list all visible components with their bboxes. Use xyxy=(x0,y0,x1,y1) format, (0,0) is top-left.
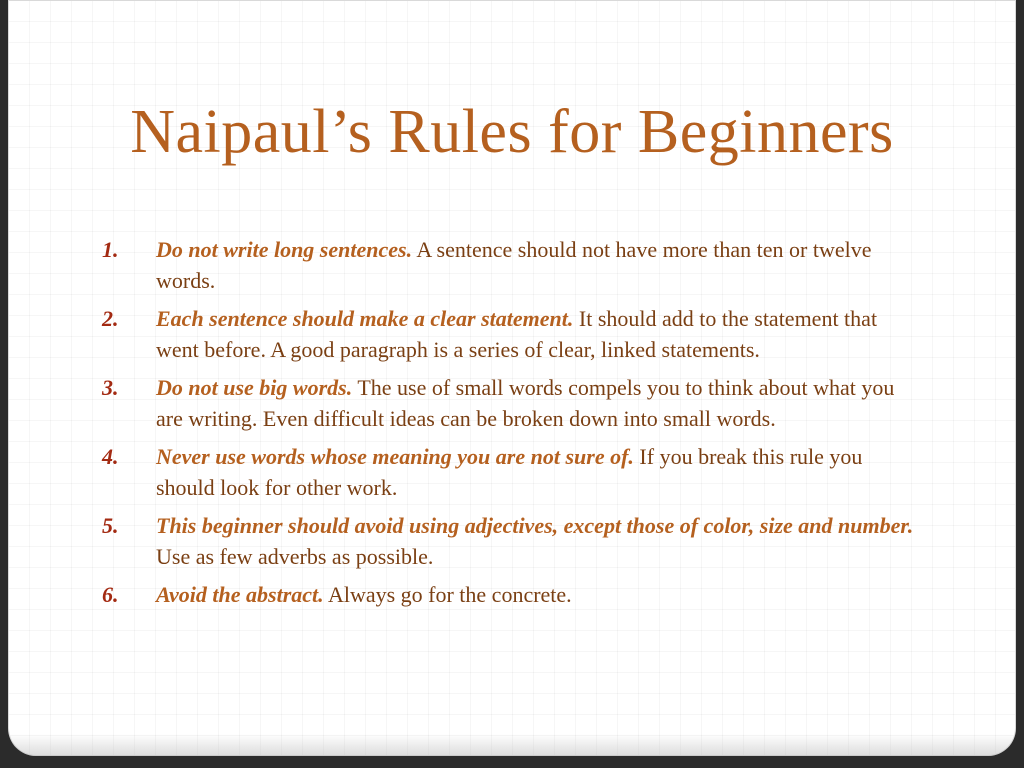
slide-title: Naipaul’s Rules for Beginners xyxy=(130,98,894,166)
slide xyxy=(8,0,1016,756)
rule-heading: Never use words whose meaning you are not sure of. xyxy=(156,444,634,469)
rule-text: It should add to the statement that went before. A good paragraph is a series of clear, linked statements. xyxy=(156,306,878,362)
rule-text: The use of small words compels you to think about what you are writing. Even difficult ideas can be broken down into small words. xyxy=(156,375,895,431)
rule-item-6 xyxy=(102,579,922,610)
rule-heading: Each sentence should make a clear statement. xyxy=(156,306,574,331)
rule-number: 2. xyxy=(102,306,119,331)
rule-heading: Avoid the abstract. xyxy=(156,582,324,607)
slide-bottom-shadow xyxy=(8,734,1016,756)
rule-number: 4. xyxy=(102,444,119,469)
rule-text: Always go for the concrete. xyxy=(323,582,572,607)
rule-item-4 xyxy=(102,441,922,503)
rule-number: 6. xyxy=(102,582,119,607)
rule-item-1 xyxy=(102,234,922,296)
rule-heading: This beginner should avoid using adjectives, except those of color, size and number. xyxy=(156,513,914,538)
rule-number: 1. xyxy=(102,237,119,262)
rule-item-2 xyxy=(102,303,922,365)
rule-number: 3. xyxy=(102,375,119,400)
rule-text: Use as few adverbs as possible. xyxy=(156,544,434,569)
rule-item-3 xyxy=(102,372,922,434)
rule-heading: Do not use big words. xyxy=(156,375,353,400)
rule-item-5 xyxy=(102,510,922,572)
rule-text: A sentence should not have more than ten or twelve words. xyxy=(156,237,872,293)
rule-number: 5. xyxy=(102,513,119,538)
rule-text: If you break this rule you should look for other work. xyxy=(156,444,863,500)
rule-heading: Do not write long sentences. xyxy=(156,237,413,262)
rules-list xyxy=(102,234,922,617)
